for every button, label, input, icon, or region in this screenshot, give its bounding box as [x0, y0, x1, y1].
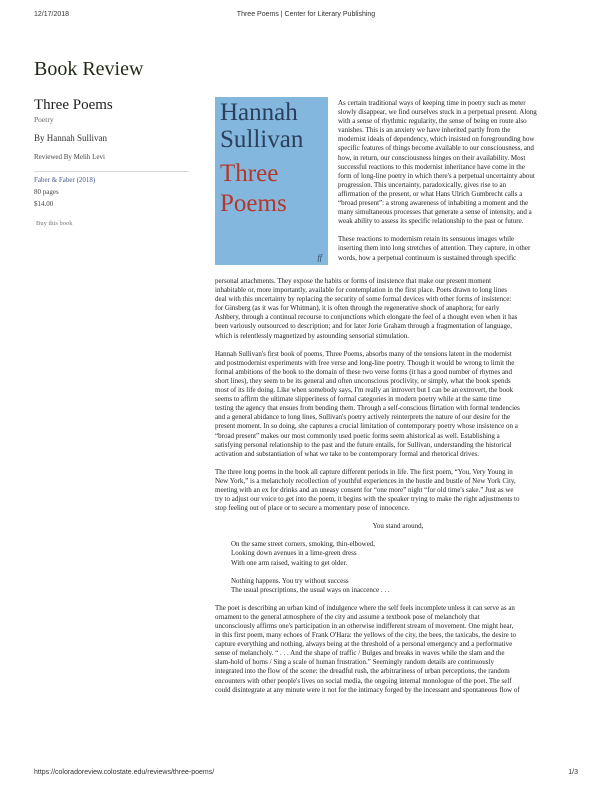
page-count: 80 pages [34, 188, 59, 196]
text-line: meeting with an ex for drinks and an uneasy consent for “one more” night “for old time's sake.” Just as we [215, 485, 514, 494]
poem-stanza-2 [215, 577, 581, 595]
poem-line: Looking down avenues in a lime-green dress [231, 549, 357, 558]
article-paragraphs [215, 277, 581, 513]
book-price: $14.00 [34, 200, 54, 208]
text-line: capture everything and nothing, always being at the threshold of a personal emergency and a performative [215, 640, 513, 649]
publisher-link[interactable]: Faber & Faber (2018) [34, 176, 96, 184]
text-line: encounters with other people's lives on social media, the ongoing internal monologue of the poet. The self [215, 676, 512, 685]
reviewer: Reviewed By Melih Levi [34, 153, 105, 161]
poem-line: On the same street corners, smoking, thin-elbowed, [231, 540, 376, 549]
text-line: slam-hold of horns / Sing a scale of human frustration.” Seemingly random details are continuously [215, 658, 494, 667]
text-line: “broad present”: a strong awareness of inhabiting a moment and the [338, 199, 529, 208]
spacer [215, 513, 581, 522]
section-title: Book Review [34, 58, 144, 80]
paragraph-break [215, 341, 581, 350]
poem-line-centered: You stand around, [372, 522, 424, 531]
text-line: personal attachments. They expose the habits or forms of insistence that make our present moment [215, 277, 492, 285]
text-line: seems to affirm the ultimate slipperiness of formal categories in modern poetry while at the same time [215, 395, 502, 404]
text-line: The three long poems in the book all capture different periods in life. The first poem, “You, Very Young in [215, 467, 513, 476]
text-line: formal ambitions of the book to the domain of these two verse forms (it has a good number of rhymes and [215, 367, 513, 376]
paragraph-break [338, 226, 581, 235]
text-line: and postmodernist experiments with free verse and long-line poetry. Though it would be wrong to limit the [215, 358, 515, 367]
text-line: for Ginsberg (as it was for Whitman), it is often through the regenerative shock of anaphora; for early [215, 304, 500, 313]
buy-book-link[interactable]: Buy this book [36, 220, 73, 227]
text-line: vanishes. This is an anxiety we have inherited partly from the [338, 126, 511, 135]
text-line: try to adjust our voice to get into the poem, it begins with the speaker trying to make the right adjustments to [215, 495, 520, 504]
text-line: activation and substantiation of what we take to be contemporary formal and rhetorical drives. [215, 449, 479, 458]
print-date: 12/17/2018 [34, 11, 70, 18]
paragraph-break [215, 459, 581, 468]
text-line: These reactions to modernism retain its sensuous images while [338, 235, 515, 244]
text-line: inserting them into long stretches of attention. They capture, in other [338, 244, 531, 253]
article-closing [215, 604, 581, 695]
cover-author-last: Sullivan [220, 126, 304, 153]
book-info-sidebar [34, 96, 189, 227]
cover-title-line1: Three [220, 160, 279, 187]
sidebar-divider [34, 171, 189, 172]
text-line: New York,” is a melancholy recollection of youthful experiences in the hustle and bustle of New York City, [215, 476, 516, 485]
print-footer [0, 769, 612, 781]
text-line: unconsciously affirms one's participation in an otherwise indifferent stream of movement. One might hear, [215, 622, 514, 630]
text-line: testing the agency that ensues from bending them. Through a self-conscious flirtation with formal tendencies [215, 404, 520, 413]
page-number: 1/3 [568, 769, 578, 776]
text-line: with a sense of rhythmic regularity, the sense of being en route also [338, 117, 527, 126]
poem-line: With one arm raised, waiting to get older. [231, 558, 348, 567]
book-cover [215, 97, 328, 265]
text-line: and a general abidance to long lines, Sullivan's poetry actively reinterprets the nature of our desire for the [215, 413, 511, 422]
text-line: specific features of things become available to our consciousness, and [338, 144, 534, 153]
text-line: form of long-line poetry in which there's a perpetual uncertainty about [338, 171, 535, 180]
book-title: Three Poems [34, 97, 113, 113]
text-line: slowly disappear, we find ourselves stuck in a perpetual present. Along [338, 108, 537, 117]
poem-quote [215, 522, 581, 595]
text-line: inhabitable or, more importantly, available for contemplation in the first place. Poets drawn to long lines [215, 286, 508, 295]
book-genre: Poetry [34, 115, 54, 124]
text-line: could disintegrate at any minute were it not for the intimacy forged by the incessant and spontaneous flow of [215, 685, 520, 694]
text-line: been variously outsourced to description; and for later Jorie Graham through a fragmentation of language, [215, 322, 512, 331]
text-line: Hannah Sullivan's first book of poems, Three Poems, absorbs many of the tensions latent in the modernist [215, 349, 512, 358]
poem-stanza-1 [215, 540, 581, 567]
spacer [215, 595, 581, 604]
text-line: satisfying personal relationship to the past and the future entails, for Sullivan, understanding the historical [215, 440, 512, 449]
text-line: words, how a perpetual continuum is sustained through specific [338, 253, 517, 262]
text-line: sense of melancholy. “ . . . And the shape of traffic / Bulges and breaks in waves while the slam and the [215, 649, 505, 658]
text-line: modernist ideals of dependency, which insisted on foregrounding how [338, 135, 535, 144]
poem-line: Nothing happens. You try without success [231, 576, 349, 585]
text-line: most of its life doing. Like when somebody says, I'm really an introvert but I can be an extrovert, the book [215, 386, 514, 395]
text-line: short lines), they seem to be its general and often unconscious proclivity, or simply, what the book spends [215, 376, 511, 385]
text-line: progression. This uncertainty, paradoxically, gives rise to an [338, 180, 507, 189]
text-line: which is relentlessly magnetized by astounding sensorial stimulation. [215, 331, 410, 340]
text-line: present moment. In so doing, she captures a crucial limitation of contemporary poetry whose insistence on a [215, 422, 518, 431]
text-line: deal with this uncertainty by replacing the security of some formal devices with other forms of insistence: [215, 295, 512, 304]
text-line: how, in return, our consciousness hinges on their availability. Most [338, 153, 526, 162]
print-page-title: Three Poems | Center for Literary Publishing [236, 11, 376, 18]
spacer [215, 568, 581, 577]
book-author: By Hannah Sullivan [34, 133, 107, 143]
text-line: integrated into the flow of the scene: the dreadful rush, the arbitrariness of urban perceptions, the random [215, 667, 510, 676]
text-line: ornament to the general atmosphere of the city and assume a textbook pose of melancholy that [215, 612, 480, 621]
text-line: As certain traditional ways of keeping time in poetry such as meter [338, 99, 526, 107]
spacer [215, 531, 581, 540]
article-intro [338, 99, 581, 263]
text-line: “broad present” makes our most commonly used poetic forms seem ahistorical as well. Establishing a [215, 431, 500, 440]
article-body [215, 277, 581, 695]
text-line: in this first poem, many echoes of Frank O'Hara: the yellows of the city, the bees, the taxicabs, the desire to [215, 631, 516, 640]
text-line: The poet is describing an urban kind of indulgence where the self feels incomplete unless it can serve as an [215, 603, 515, 612]
text-line: affirmation of the present, or what Hans Ulrich Gumbrecht calls a [338, 189, 523, 198]
cover-title-line2: Poems [220, 190, 287, 217]
text-line: weak ability to assess its specific relationship to the past or future. [338, 217, 524, 226]
page-url: https://coloradoreview.colostate.edu/reviews/three-poems/ [34, 769, 215, 776]
cover-author-first: Hannah [220, 99, 298, 126]
poem-line: The usual prescriptions, the usual ways on inaccence . . . [231, 585, 390, 594]
text-line: stop feeling out of place or to secure a momentary pose of innocence. [215, 504, 410, 513]
text-line: successful reactions to this modernist inheritance have come in the [338, 162, 525, 171]
text-line: many simultaneous processes that generate a sense of intensity, and a [338, 208, 532, 217]
text-line: Ashbery, through a continual recourse to conjunctions which elongate the feel of a thought even when it has [215, 313, 518, 322]
print-header [0, 11, 612, 23]
faber-logo: ff [317, 253, 322, 262]
